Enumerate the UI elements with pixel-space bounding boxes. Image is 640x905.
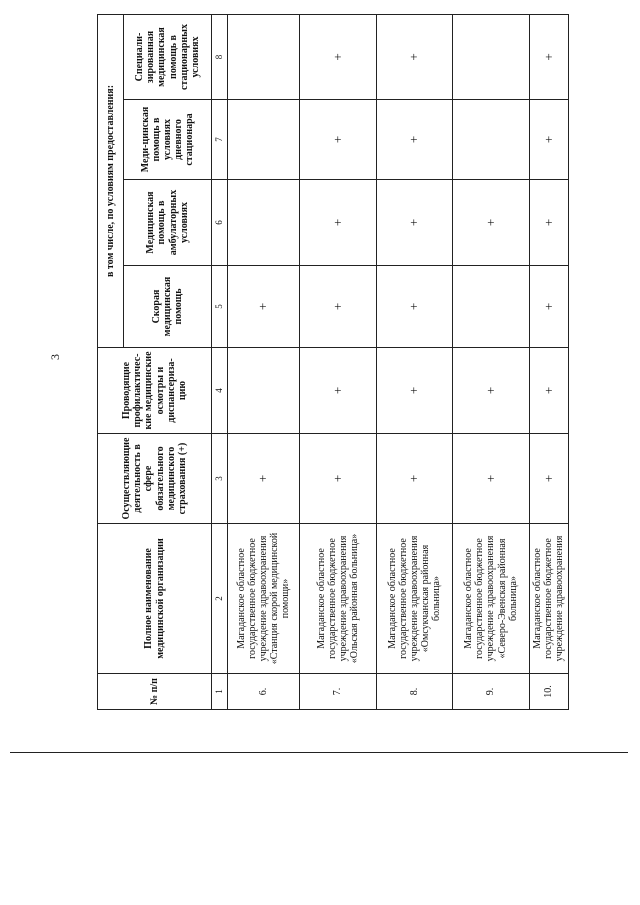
cell-prophylaxis: + [300,348,377,434]
cell-prophylaxis: + [530,348,569,434]
org-name: Магаданское областное государственное бюджетное учреждение здравоохранения «Ольская районная больница» [300,524,377,674]
cell-outpatient: + [300,180,377,266]
row-num: 8. [377,674,453,710]
cell-prophylaxis [228,348,300,434]
cell-day-hospital [228,100,300,180]
cell-ambulance: + [300,266,377,348]
header-conditions-group: в том числе, по условиям предоставления: [98,14,124,347]
row-num: 10. [530,674,569,710]
rotated-table-container [97,15,567,710]
header-oms: Осуществляющие деятельность в сфере обязательного медицинского страхования (+) [98,434,212,524]
header-num: № п/п [98,674,212,710]
header-day-hospital: Меди-цинская помощь в условиях дневного стационара [124,100,212,180]
cell-day-hospital: + [377,100,453,180]
cell-ambulance: + [377,266,453,348]
cell-day-hospital: + [300,100,377,180]
cell-day-hospital [453,100,530,180]
org-name: Магаданское областное государственное бюджетное учреждение здравоохранения [530,524,569,674]
horizontal-divider [10,752,628,753]
cell-outpatient [228,180,300,266]
org-name: Магаданское областное государственное бюджетное учреждение здравоохранения «Омсукчанская районная больница» [377,524,453,674]
row-num: 9. [453,674,530,710]
header-ambulance: Скорая медицинская помощь [124,266,212,348]
column-number: 4 [212,348,228,434]
cell-outpatient: + [530,180,569,266]
cell-ambulance: + [228,266,300,348]
header-full-name: Полное наименование медицинской организации [98,524,212,674]
row-num: 7. [300,674,377,710]
column-number: 8 [212,14,228,99]
table-row [300,14,377,709]
cell-prophylaxis: + [377,348,453,434]
cell-ambulance: + [530,266,569,348]
page-number: 3 [48,354,62,360]
row-num: 6. [228,674,300,710]
cell-outpatient: + [453,180,530,266]
cell-day-hospital: + [530,100,569,180]
org-name: Магаданское областное государственное бюджетное учреждение здравоохранения «Станция скорой медицинской помощи» [228,524,300,674]
cell-prophylaxis: + [453,348,530,434]
cell-oms: + [228,434,300,524]
column-number: 1 [212,674,228,710]
cell-inpatient [453,14,530,99]
column-number: 2 [212,524,228,674]
column-number: 6 [212,180,228,266]
cell-oms: + [453,434,530,524]
medical-organizations-table [97,14,569,710]
table-row [228,14,300,709]
table-row [377,14,453,709]
header-inpatient: Специали-зированная медицинская помощь в стационарных условиях [124,14,212,99]
header-outpatient: Медицинская помощь в амбулаторных условиях [124,180,212,266]
column-numbers-row [212,14,228,709]
cell-inpatient: + [377,14,453,99]
org-name: Магаданское областное государственное бюджетное учреждение здравоохранения «Северо-Эвенская районная больница» [453,524,530,674]
table-row [453,14,530,709]
table-row [530,14,569,709]
cell-outpatient: + [377,180,453,266]
column-number: 5 [212,266,228,348]
cell-oms: + [300,434,377,524]
cell-oms: + [530,434,569,524]
cell-inpatient [228,14,300,99]
header-prophylaxis: Проводящие профилактичес-кие медицинские осмотры и диспансериза-цию [98,348,212,434]
cell-oms: + [377,434,453,524]
column-number: 7 [212,100,228,180]
cell-ambulance [453,266,530,348]
cell-inpatient: + [530,14,569,99]
header-row-top [98,14,124,709]
column-number: 3 [212,434,228,524]
cell-inpatient: + [300,14,377,99]
